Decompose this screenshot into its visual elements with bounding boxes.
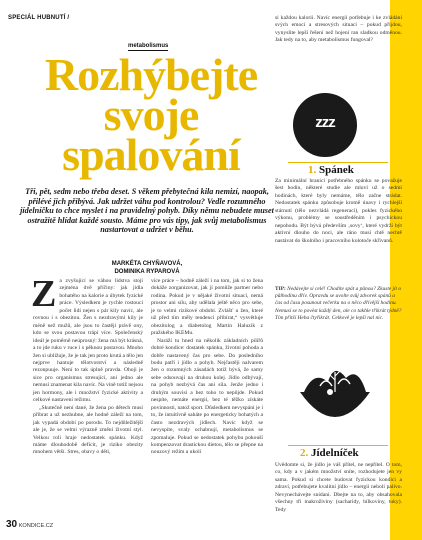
drop-cap: Z bbox=[31, 273, 57, 315]
body-column-2 bbox=[151, 278, 263, 457]
section-1-rule bbox=[288, 162, 388, 163]
side-accent-bar bbox=[390, 0, 422, 540]
title-line-1: Rozhýbejte bbox=[44, 49, 258, 100]
author-2: DOMINIKA RYPAROVÁ bbox=[114, 269, 180, 275]
tip-text: Nedávejte si celé! Chodíte spát a půnou? Zkuste jít o půlhodinu dřív. Opravdu se uvolte svůj zdvorek spánů a čas od času posunout večerku na o něco dřívější hodinu. Nemusí se to povést každý den, ale co takhle třikrát týdně? Tím přitší Heba čtyřikrát. Celkově je lepší nal nic. bbox=[275, 286, 402, 321]
byline bbox=[18, 260, 276, 276]
tip-label: TIP: bbox=[275, 286, 286, 292]
title-line-2: svoje bbox=[103, 89, 199, 140]
page-footer bbox=[6, 519, 53, 530]
col1-paragraph-2: „Skutečně není dané, že žena po dětech musí přibrat a už nezhubne, ale hodně záleží na tom, jak vypadá období po porodu. To nejdůležitější ale je, že se velmi výrazně změní životní styl. Velkou roli hraje nedostatek spánku. Když máme dlouhodobě deficit, je riziko obezity mnohem větší. Stres, obavy o děti, bbox=[33, 404, 143, 456]
section-1-title: Spánek bbox=[319, 164, 354, 176]
page-number: 30 bbox=[6, 519, 18, 530]
salad-bowl-icon bbox=[294, 352, 376, 434]
section-2-heading bbox=[300, 447, 359, 459]
sleep-zzz-label: zzz bbox=[315, 114, 335, 131]
section-2-text: Uvědomte si, že jídlo je váš přítel, ne nepřítel. O tom, co, kdy a v jakém množství sníte, rozhodujete jen vy sama. Pokud si chcete budovat fyzickou kondici a zdraví, potřebujete kvalitní jídlo – energii nebolí palivo. Nevynechávejte snídani. Dbejte na to, aby obsahovala všechny tři makroživiny (sacharidy, bílkoviny, tuky). Tedy bbox=[275, 462, 402, 513]
tip-box bbox=[275, 286, 402, 322]
footer-brand: KONDICE.CZ bbox=[18, 523, 54, 529]
lead-paragraph: Tři, pět, sedm nebo třeba deset. S věkem přebytečná kila nemizí, naopak, přilévé jich přibývá. Jak udržet váhu pod kontrolou? Vedle rozumného jídelníčku to chce myslet i na pravidelný pohyb. Díky němu nebudete muset ostražitě hlídat každé sousto. Máme pro vás tipy, jak svůj metabolismus nastartovat a udržet v běhu. bbox=[20, 187, 274, 235]
section-2-title: Jídelníček bbox=[311, 447, 359, 459]
section-2-number: 2. bbox=[300, 447, 309, 459]
col2-paragraph-1: více práce – hodně záleží i na tom, jak si to žena dokáže zorganizovat, jak jí pomůže partner nebo rodina. Pokud je v nějaké životní situaci, nemá prostor ani sílu, aby udělala ještě něco pro sebe, je to velmi rizikové období. Zvlášť u žen, které už před tím měly tendenci přibírat,“ vysvětluje obezitolog a diabetolog Martin Haluzík z pražského IKEMu. bbox=[151, 278, 263, 337]
section-tag: SPECIÁL HUBNUTÍ / bbox=[8, 15, 70, 21]
title-line-3: spalování bbox=[62, 129, 240, 180]
right-column-intro: si každou kalorii. Navíc energii potřebuje i ke zvládání svých emocí a stresových situací – pokud přijdou, vynyslite lepší řešení než hojení ran sladkou odměnou. Jak tedy na to, aby metabolismus fungoval? bbox=[275, 15, 402, 44]
section-1-heading bbox=[308, 164, 354, 176]
col2-paragraph-2: Naráží tu hned na několik základních pilířů dobré kondice: dostatek spánku, životní pohoda a dobře nastavený čas pro sebe. Do posledního bodu patří i jídlo a pohyb. Nejčastěji nalvarem žen o rozumných zásadách totiž bývá, že samy sebe odsouvají na druhou kolej. Jídlo odbývají, na pohyb nezbývá čas ani síla. Jenže jedno i druhým souvisí a bez toho to nepůjde. Pokud nespíte, nemáte energii, bez té těžko získáte povinnosti, natož sport. Důsledkem nevyspání je i to, že intuitivně saháte po energeticky bohatých a často nezdravých jídlech. Navíc když se nevyspíte, svaly ochabnují, metabolismus se zpomaluje. Pokud se nedostatek pohybu pokouší kompenzovat drastickou dietou, tělo se přepne na nouzový režim a ukolí bbox=[151, 337, 263, 456]
topic-label: metabolismus bbox=[128, 43, 169, 49]
section-1-text: Za minimální hranici potřebného spánku se považuje šest hodin, některé studie ale mluví už o sedmi hodinách, které byly nemáme, tělo začne strádat. Nedostatek spánku způsobuje kromě únavy i rychlejší stárnutí (tělo nezvládá regeneraci), pokles fyzického výkonu, problémy se soustředěním i psychickou nepohodu. Být bývá především ‚sovy‘, které vydrží být aktivní dlouho do noci, ale ráno musí chtě nechtě nastávat do školního i pracovního kolotoče skřivanů. bbox=[275, 178, 402, 244]
page-title bbox=[22, 49, 280, 180]
body-column-1 bbox=[31, 273, 143, 457]
author-1: MARKÉTA CHYŇAVOVÁ, bbox=[111, 261, 183, 267]
section-1-number: 1. bbox=[308, 164, 317, 176]
col1-paragraph-1: a zvyšující se váhou lidstva stojí zejména dvě příčiny: jak jídla bohatého na kalorie a úbytek fyzické práce. Výsledkem je rychle rostoucí počet lidí nejen s pár kily navíc, ale rovnou i s obezitou. Žen s nezdravými kily je méně než mužů, ale jsou to častěji právě ony, kdo se svou postavou trápí více. Společenský ideál je poměrně neúprosný: žena má být krásná, a to jde ruku v ruce i s pěknou postavou. Mnoho žen si ubližuje, že je tak jen proto krutá a tělo jen nejprve hantuje tělotvorství a následně rezonpuuje. Není to tak úplně pravda. Ohoji je sice pro organismus stresující, ani jedno ale nemusí znamenat kila navíc. Na vině totiž nejsou jen hormony, ale i množství fyzické aktivity a celkové nastavení režimu. bbox=[33, 278, 143, 404]
section-2-rule bbox=[288, 445, 388, 446]
